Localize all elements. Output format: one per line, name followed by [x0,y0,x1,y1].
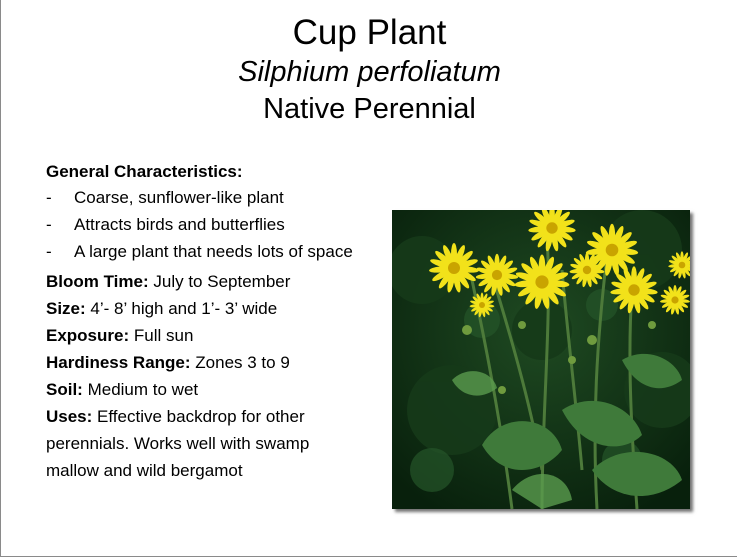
page-title: Cup Plant [292,13,447,52]
title-block [1,12,737,128]
hardiness-value: Zones 3 to 9 [195,353,290,372]
uses-label: Uses: [46,407,93,426]
size-row [46,295,366,322]
bullet-item [46,187,366,209]
soil-value: Medium to wet [87,380,199,399]
characteristics-text [46,158,366,484]
dash-bullet-icon: - [46,242,52,261]
plant-photo-illustration [392,210,690,509]
exposure-value: Full sun [133,326,194,345]
uses-value: Effective backdrop for other perennials. Works well with swamp mallow and wild bergamot [46,407,310,480]
bloom-time-label: Bloom Time: [46,272,149,291]
bullet-item [46,214,366,236]
bullet-text: A large plant that needs lots of space [74,242,353,261]
dash-bullet-icon: - [46,188,52,207]
bloom-time-row [46,268,366,295]
bullet-item [46,241,366,263]
scientific-name: Silphium perfoliatum [238,56,501,88]
plant-photo [392,210,690,509]
size-label: Size: [46,299,86,318]
soil-row [46,376,366,403]
bloom-time-value: July to September [153,272,291,291]
exposure-row [46,322,366,349]
bullet-text: Attracts birds and butterflies [74,215,285,234]
plant-category: Native Perennial [263,93,476,125]
hardiness-row [46,349,366,376]
hardiness-label: Hardiness Range: [46,353,191,372]
size-value: 4’- 8’ high and 1’- 3’ wide [90,299,278,318]
dash-bullet-icon: - [46,215,52,234]
soil-label: Soil: [46,380,83,399]
uses-row [46,403,366,484]
general-heading: General Characteristics: [46,162,243,181]
bullet-text: Coarse, sunflower-like plant [74,188,284,207]
exposure-label: Exposure: [46,326,130,345]
